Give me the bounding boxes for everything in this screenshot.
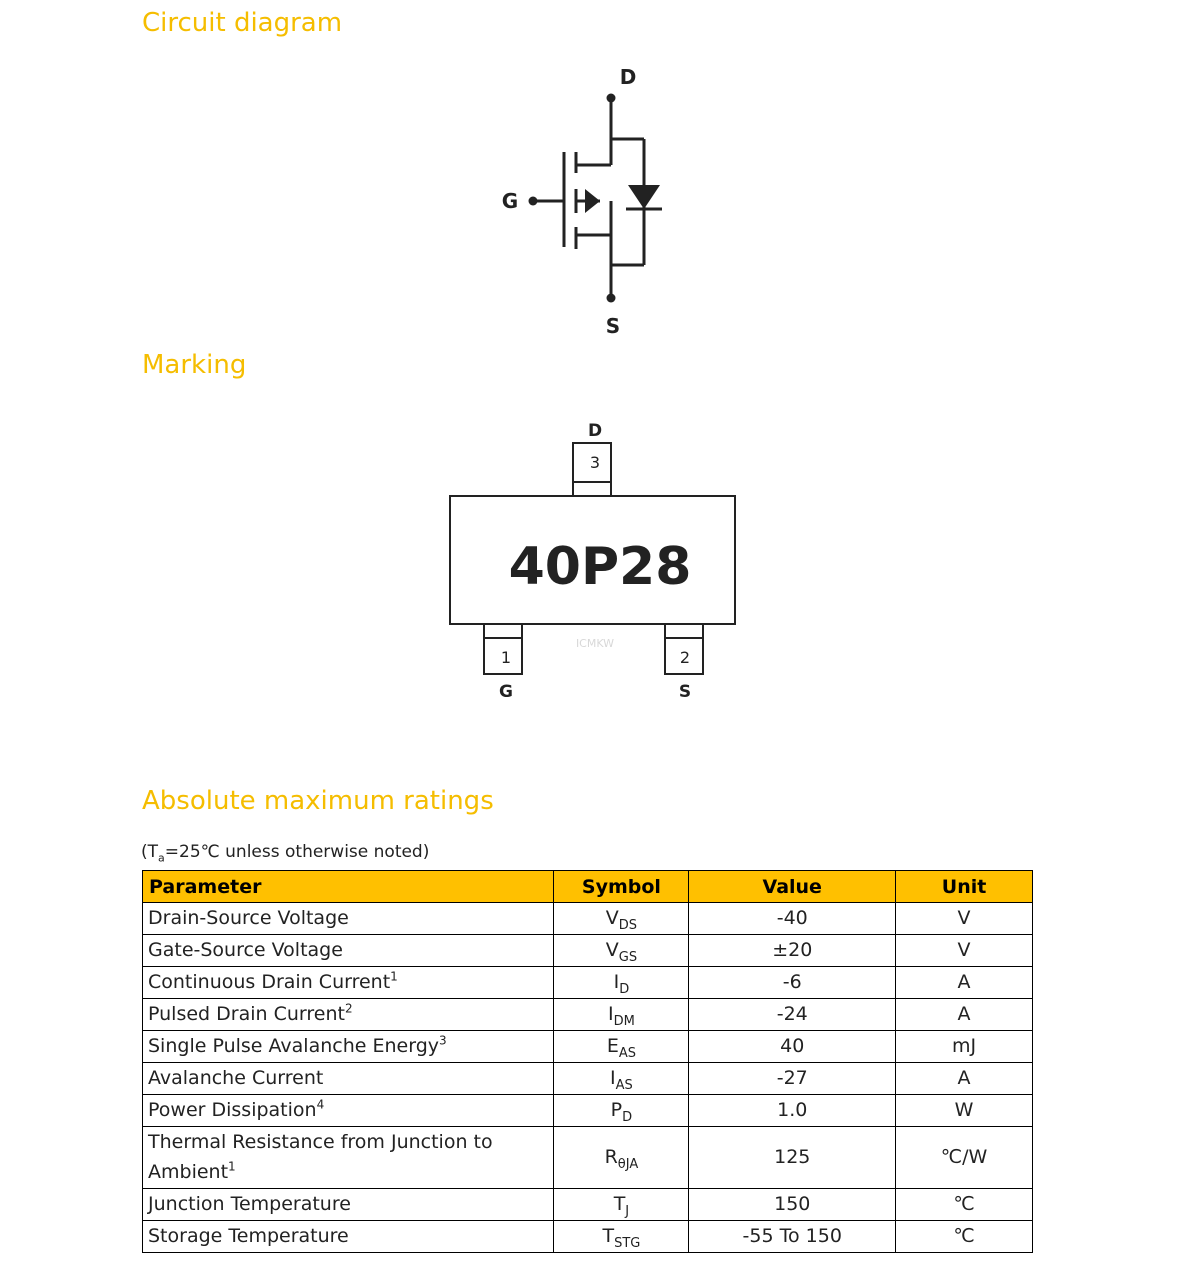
unit-cell: ℃/W [896,1127,1033,1189]
value-cell: -24 [689,999,896,1031]
value-cell: -27 [689,1063,896,1095]
value-cell: 125 [689,1127,896,1189]
table-row [143,903,1033,935]
watermark-text: ICMKW [575,637,615,650]
parameter-cell: Continuous Drain Current$^1$ [143,967,554,999]
value-cell: -55 To 150 [689,1221,896,1253]
table-row [143,935,1033,967]
test-conditions-note: ($T_a=25℃$ unless otherwise noted) [141,842,430,865]
marking-heading: Marking [142,350,247,380]
parameter-cell: Power Dissipation$^4$ [143,1095,554,1127]
value-cell: -6 [689,967,896,999]
header-symbol: Symbol [554,871,689,903]
unit-cell: V [896,935,1033,967]
pin-3-label: D [587,421,603,441]
parameter-cell: Avalanche Current [143,1063,554,1095]
unit-cell: A [896,1063,1033,1095]
pin-3-number: 3 [589,453,601,472]
unit-cell: A [896,999,1033,1031]
value-cell: 40 [689,1031,896,1063]
parameter-cell: Single Pulse Avalanche Energy$^3$ [143,1031,554,1063]
parameter-cell: Pulsed Drain Current$^2$ [143,999,554,1031]
table-row [143,1063,1033,1095]
value-cell: ±20 [689,935,896,967]
symbol-cell: $I_{AS}$ [554,1063,689,1095]
symbol-cell: $I_{DM}$ [554,999,689,1031]
parameter-cell: Gate-Source Voltage [143,935,554,967]
unit-cell: mJ [896,1031,1033,1063]
source-label: S [605,314,621,338]
circuit-diagram-heading: Circuit diagram [142,8,343,38]
symbol-cell: $I_D$ [554,967,689,999]
unit-cell: ℃ [896,1189,1033,1221]
unit-cell: ℃ [896,1221,1033,1253]
pin-2-label: S [678,682,692,702]
table-row [143,1031,1033,1063]
unit-cell: V [896,903,1033,935]
parameter-cell: Thermal Resistance from Junction to Ambient$^1$ [143,1127,554,1189]
symbol-cell: $P_D$ [554,1095,689,1127]
pin-1-number: 1 [500,648,512,667]
absolute-maximum-ratings-table [142,870,1033,1253]
pin-2-number: 2 [679,648,691,667]
absolute-maximum-ratings-heading: Absolute maximum ratings [142,786,494,816]
mosfet-circuit-symbol [480,55,680,345]
unit-cell: A [896,967,1033,999]
package-marking-drawing [440,410,750,710]
marking-code: 40P28 [508,537,692,597]
gate-label: G [501,189,519,213]
parameter-cell: Junction Temperature [143,1189,554,1221]
header-value: Value [689,871,896,903]
table-row [143,1127,1033,1189]
symbol-cell: $V_{DS}$ [554,903,689,935]
value-cell: -40 [689,903,896,935]
table-row [143,1189,1033,1221]
header-unit: Unit [896,871,1033,903]
pin-1-label: G [499,682,513,702]
table-row [143,999,1033,1031]
symbol-cell: $T_{STG}$ [554,1221,689,1253]
symbol-cell: $R_{\theta JA}$ [554,1127,689,1189]
symbol-cell: $V_{GS}$ [554,935,689,967]
unit-cell: W [896,1095,1033,1127]
table-row [143,1095,1033,1127]
table-row [143,1221,1033,1253]
value-cell: 1.0 [689,1095,896,1127]
parameter-cell: Drain-Source Voltage [143,903,554,935]
value-cell: 150 [689,1189,896,1221]
table-header-row [143,871,1033,903]
symbol-cell: $E_{AS}$ [554,1031,689,1063]
drain-label: D [619,65,637,89]
header-parameter: Parameter [143,871,554,903]
symbol-cell: $T_J$ [554,1189,689,1221]
parameter-cell: Storage Temperature [143,1221,554,1253]
table-row [143,967,1033,999]
